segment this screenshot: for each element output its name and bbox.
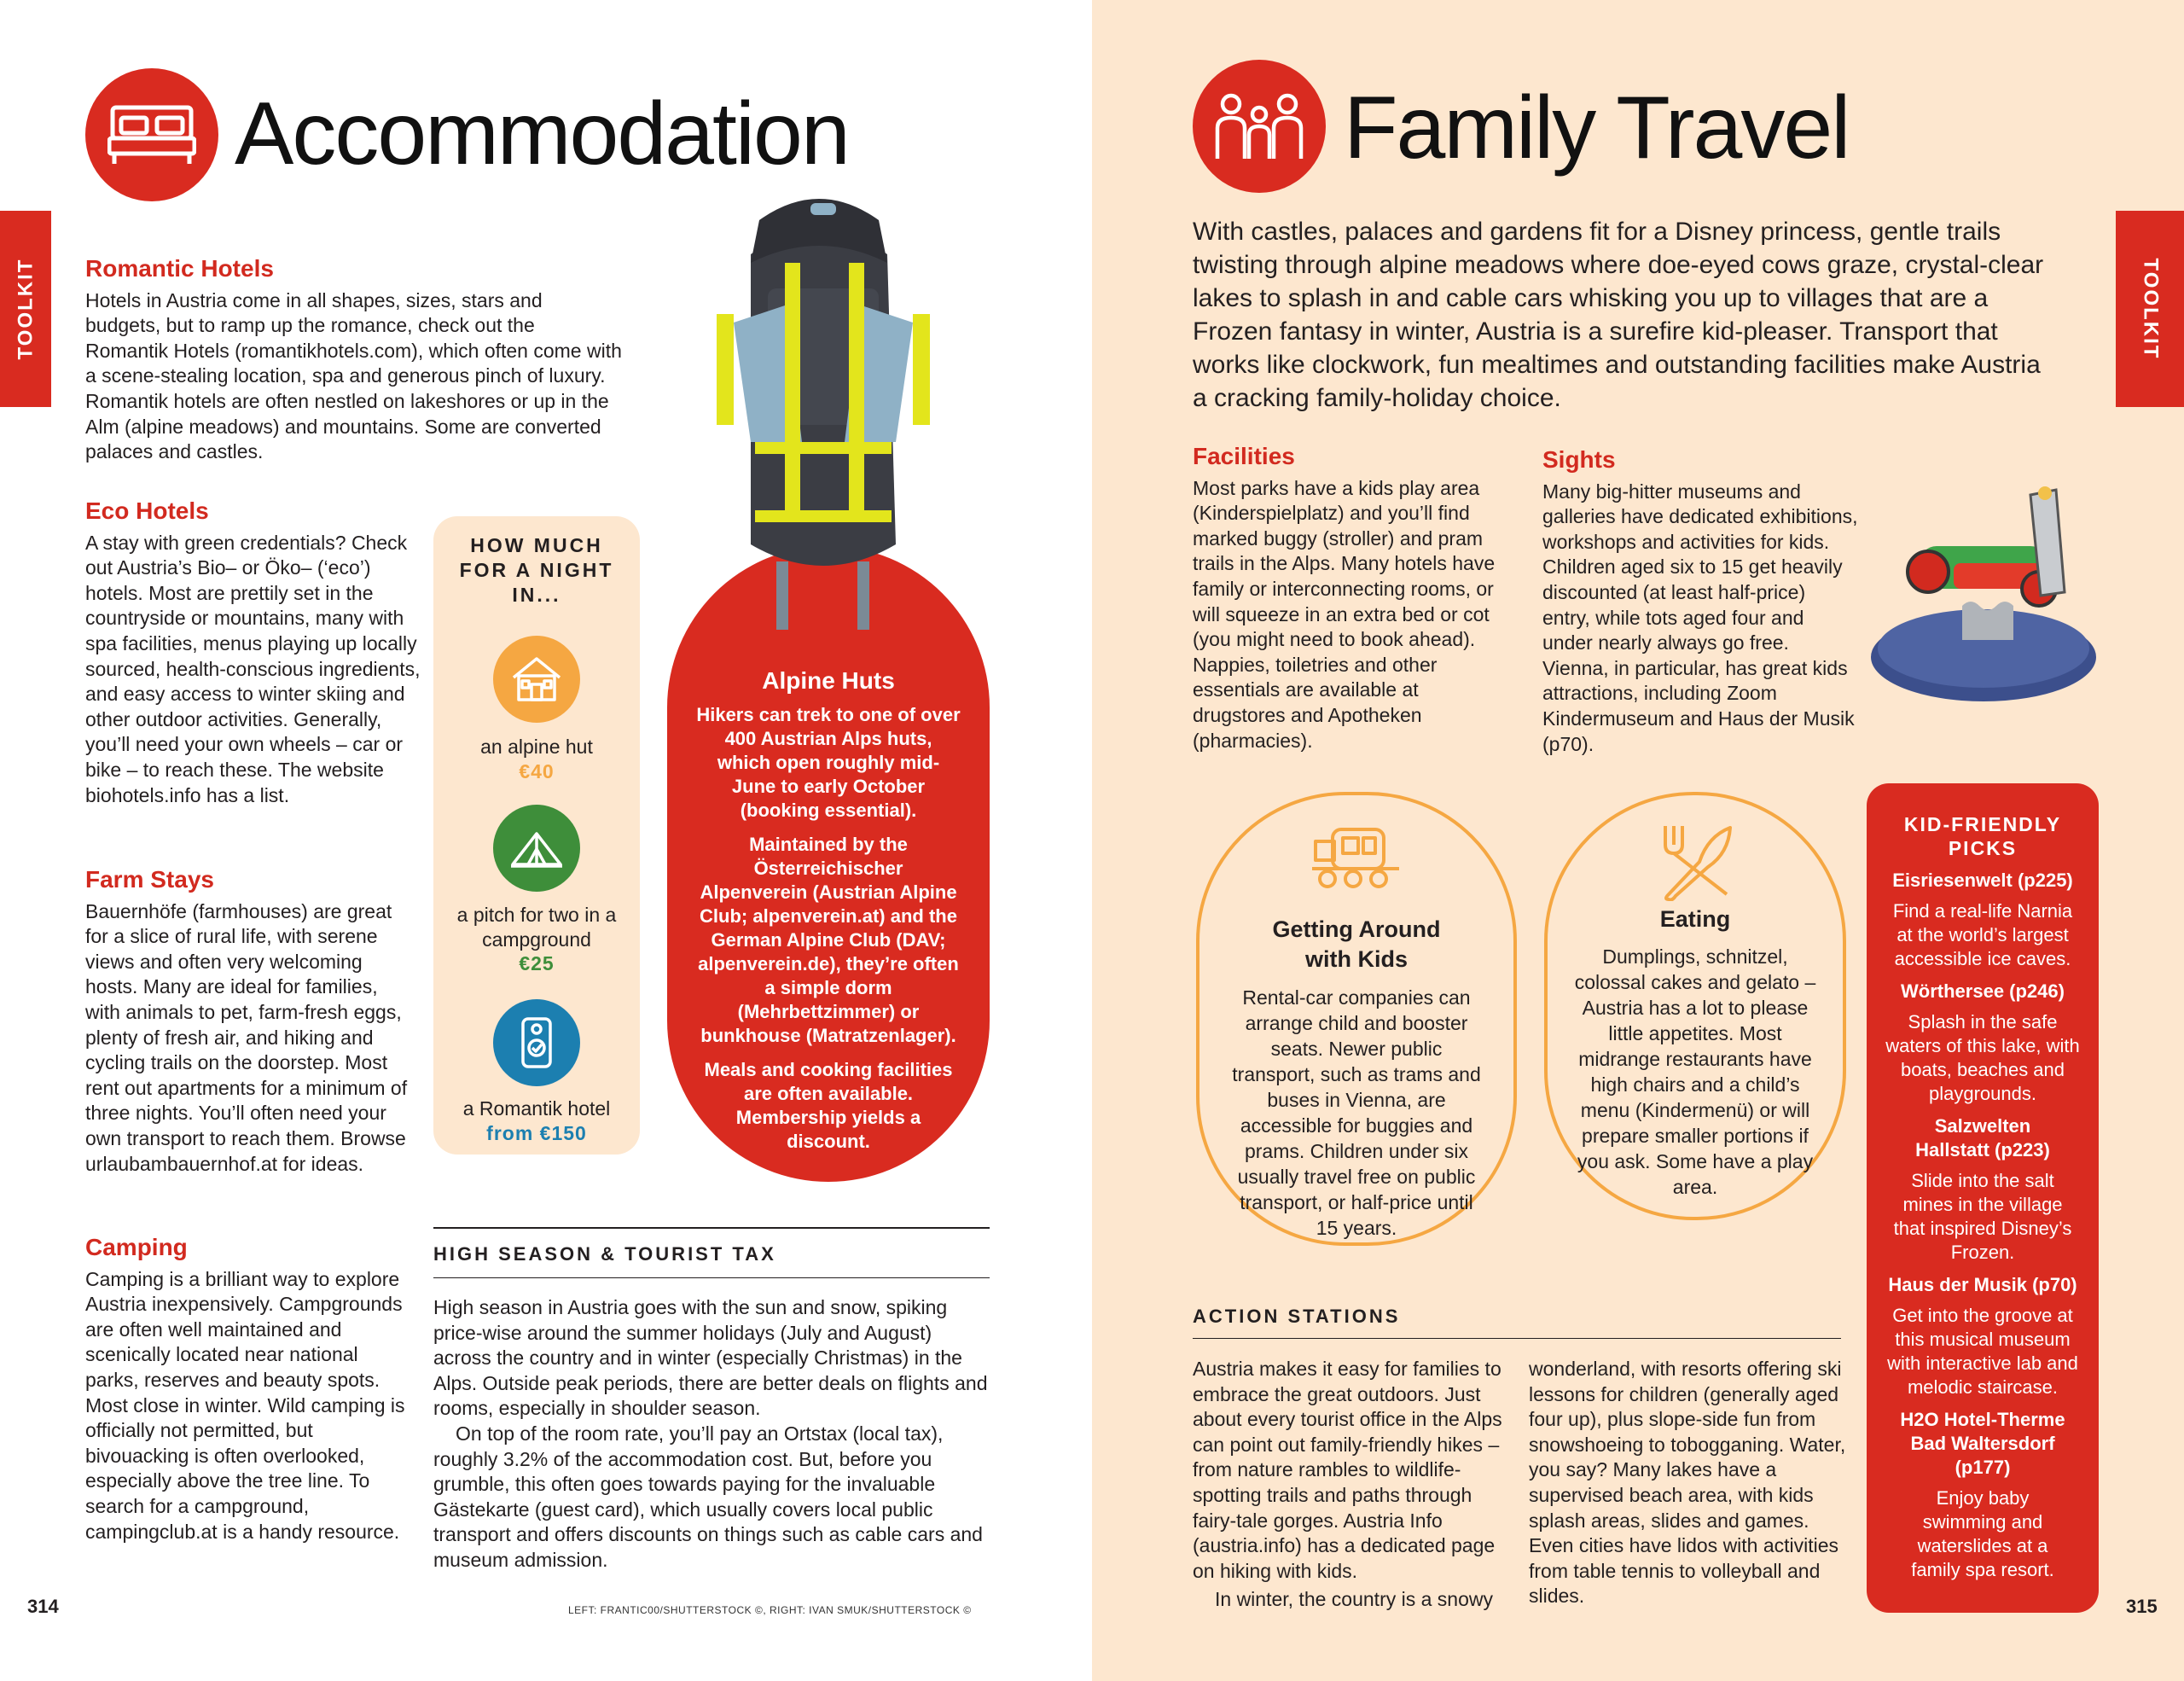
pick-text: Enjoy baby swimming and waterslides at a family spa resort. xyxy=(1911,1487,2054,1580)
backpack-photo xyxy=(682,186,964,664)
section-text: Bauernhöfe (farmhouses) are great for a slice of rural life, with serene views and often very welcoming hosts. Many are ideal for families, with animals to pet, farm-fresh eggs, plenty of fresh air, and hiking and cycling trails on the doorstep. Most rent out apartments for a minimum of three nights. You’ll often need your own transport to reach them. Browse urlaubambauernhof.at for ideas. xyxy=(85,899,408,1175)
kid-picks-heading: KID-FRIENDLY PICKS xyxy=(1903,813,2062,859)
section-heading: Eco Hotels xyxy=(85,497,209,524)
alpine-huts-p3: Meals and cooking facilities are often available. Membership yields a discount. xyxy=(704,1059,953,1152)
getting-around-box xyxy=(1196,792,1517,1246)
alpine-huts-p2: Maintained by the Österreichischer Alpenverein (Austrian Alpine Club; alpenverein.at) and the German Alpine Club (DAV; alpenverein.de), they’re often a simple dorm (Mehrbettzimmer) or bunkhouse (Matratzenlager). xyxy=(698,834,959,1046)
family-icon xyxy=(1193,60,1326,193)
intro-paragraph: With castles, palaces and gardens fit for a Disney princess, gentle trails twisting through alpine meadows where doe-eyed cows graze, crystal-clear lakes to splash in and cable cars whisking you up to villages that are a Frozen fantasy in winter, Austria is a surefire kid-pleaser. Transport that works like clockwork, fun mealtimes and outstanding facilities make Austria a cracking family-holiday choice. xyxy=(1193,218,2044,412)
eco-section xyxy=(85,497,422,808)
eating-box xyxy=(1544,792,1846,1220)
tax-p1: High season in Austria goes with the sun and snow, spiking price-wise around the summer holidays (July and August) across the country and in winter (especially Christmas) in the Alps. Outside peak periods, there are better deals on flights and rooms, especially in shoulder season. xyxy=(433,1296,988,1420)
train-icon xyxy=(1310,824,1404,897)
section-text: Many big-hitter museums and galleries have dedicated exhibitions, workshops and activities for kids. Children aged six to 15 get heavily discounted (at least half-price) entry, while tots aged four and under nearly always go free. Vienna, in particular, has great kids attractions, including Zoom Kindermuseum and Haus der Musik (p70). xyxy=(1542,480,1858,755)
facilities-section xyxy=(1193,442,1508,753)
cutlery-icon xyxy=(1657,819,1739,905)
tax-heading: HIGH SEASON & TOURIST TAX xyxy=(433,1243,776,1265)
page-title-accommodation: Accommodation xyxy=(235,84,849,183)
getting-around-text: Rental-car companies can arrange child and booster seats. Newer public transport, such as trams and buses in Vienna, are accessible for buggies and prams. Children under six usually travel free on public transport, or half-price until 15 years. xyxy=(1232,986,1481,1239)
price-label: a pitch for two in a campground xyxy=(456,904,617,951)
price-value: €40 xyxy=(519,760,555,782)
kid-picks-box xyxy=(1867,783,2099,1613)
pick-text: Splash in the safe waters of this lake, with boats, beaches and playgrounds. xyxy=(1885,1011,2080,1104)
toolkit-tab-right: TOOLKIT xyxy=(2116,211,2184,407)
action-col2: wonderland, with resorts offering ski lessons for children (generally aged four up), plus slope-side fun from snowshoeing to tobogganing. Water, you say? Many lakes have a supervised beach area, with kids splash areas, slides and games. Even cities have lidos with activities from table tennis to volleyball and slides. xyxy=(1529,1358,1846,1608)
action-col1b: In winter, the country is a snowy xyxy=(1215,1588,1493,1610)
alpine-huts-p1: Hikers can trek to one of over 400 Austrian Alps huts, which open roughly mid-June to early October (booking essential). xyxy=(696,704,961,821)
camping-section xyxy=(85,1233,410,1544)
door-hanger-icon xyxy=(493,999,580,1086)
section-text: Most parks have a kids play area (Kinderspielplatz) and you’ll find marked buggy (stroller) and pram trails in the Alps. Many hotels have family or interconnecting rooms, or will squeeze in an extra bed or cot (you might need to book ahead). Nappies, toiletries and other essentials are available at drugstores and Apotheken (pharmacies). xyxy=(1193,476,1496,752)
eating-text: Dumplings, schnitzel, colossal cakes and gelato – Austria has a lot to please little appetites. Most midrange restaurants have high chairs and a child’s menu (Kindermenü) or will prepare smaller portions if you ask. Some have a play area. xyxy=(1574,945,1816,1198)
section-text: Hotels in Austria come in all shapes, sizes, stars and budgets, but to ramp up the romance, check out the Romantik Hotels (romantikhotels.com), which often come with a scene-stealing location, spa and generous pinch of luxury. Romantik hotels are often nestled on lakeshores or up in the Alm (alpine meadows) and mountains. Some are converted palaces and castles. xyxy=(85,288,622,463)
section-heading: Camping xyxy=(85,1234,188,1260)
price-value: from €150 xyxy=(486,1122,587,1144)
how-much-heading: HOW MUCH FOR A NIGHT IN... xyxy=(459,534,614,606)
pick-text: Find a real-life Narnia at the world’s largest accessible ice caves. xyxy=(1892,900,2073,969)
toolkit-tab-left: TOOLKIT xyxy=(0,211,51,407)
section-text: Camping is a brilliant way to explore Austria inexpensively. Campgrounds are often well maintained and scenically located near national parks, reserves and beauty spots. Most close in winter. Wild camping is officially not permitted, but bivouacking is often overlooked, especially above the tree line. To search for a campground, campingclub.at is a handy resource. xyxy=(85,1267,405,1543)
page-title-family-travel: Family Travel xyxy=(1344,79,1850,177)
spring-rider-photo xyxy=(1868,478,2099,708)
section-heading: Romantic Hotels xyxy=(85,255,274,282)
hut-icon xyxy=(493,636,580,723)
action-heading: ACTION STATIONS xyxy=(1193,1306,1401,1327)
tax-p2: On top of the room rate, you’ll pay an Ortstax (local tax), roughly 3.2% of the accommodation cost. But, before you grumble, this often goes towards paying for the invaluable Gästekarte (guest card), which usually covers local public transport and offers discounts on things such as cable cars and museum admission. xyxy=(433,1422,983,1571)
price-label: an alpine hut xyxy=(480,736,593,758)
left-column xyxy=(85,254,623,465)
divider xyxy=(433,1277,990,1278)
how-much-box xyxy=(433,516,640,1155)
pick-name: Salzwelten Hallstatt (p223) xyxy=(1915,1115,2050,1160)
getting-around-heading: Getting Around with Kids xyxy=(1272,916,1441,972)
tent-icon xyxy=(493,805,580,892)
section-heading: Farm Stays xyxy=(85,866,214,893)
pick-name: Wörthersee (p246) xyxy=(1901,980,2065,1002)
price-value: €25 xyxy=(519,952,555,974)
divider xyxy=(1193,1338,1841,1339)
pick-text: Slide into the salt mines in the village that inspired Disney’s Frozen. xyxy=(1893,1170,2072,1263)
action-col1: Austria makes it easy for families to embrace the great outdoors. Just about every tourist office in the Alps can point out family-friendly hikes – from nature rambles to wildlife-spotting trails and paths through fairy-tale gorges. Austria Info (austria.info) has a dedicated page on hiking with kids. xyxy=(1193,1358,1502,1582)
alpine-huts-title: Alpine Huts xyxy=(762,667,895,694)
price-label: a Romantik hotel xyxy=(462,1097,611,1120)
pick-text: Get into the groove at this musical museum with interactive lab and melodic staircase. xyxy=(1887,1305,2078,1398)
pick-name: Eisriesenwelt (p225) xyxy=(1892,870,2073,891)
page-number-right: 315 xyxy=(2126,1596,2158,1617)
bed-icon xyxy=(85,68,218,201)
pick-name: Haus der Musik (p70) xyxy=(1888,1274,2077,1295)
farm-section xyxy=(85,865,410,1177)
divider xyxy=(433,1227,990,1229)
pick-name: H2O Hotel-Therme Bad Waltersdorf (p177) xyxy=(1900,1409,2065,1478)
eating-heading: Eating xyxy=(1659,906,1731,932)
photo-credit: LEFT: FRANTIC00/SHUTTERSTOCK ©, RIGHT: IVAN SMUK/SHUTTERSTOCK © xyxy=(568,1604,972,1616)
page-number-left: 314 xyxy=(27,1596,59,1617)
section-heading: Facilities xyxy=(1193,443,1295,469)
sights-section xyxy=(1542,445,1858,757)
section-heading: Sights xyxy=(1542,446,1616,473)
section-text: A stay with green credentials? Check out Austria’s Bio– or Öko– (‘eco’) hotels. Most are prettily set in the countryside or mountains, many with spa facilities, menus playing up locally sourced, health-conscious ingredients, and easy access to winter skiing and other outdoor activities. Generally, you’ll need your own wheels – car or bike – to reach these. The website biohotels.info has a list. xyxy=(85,531,421,806)
